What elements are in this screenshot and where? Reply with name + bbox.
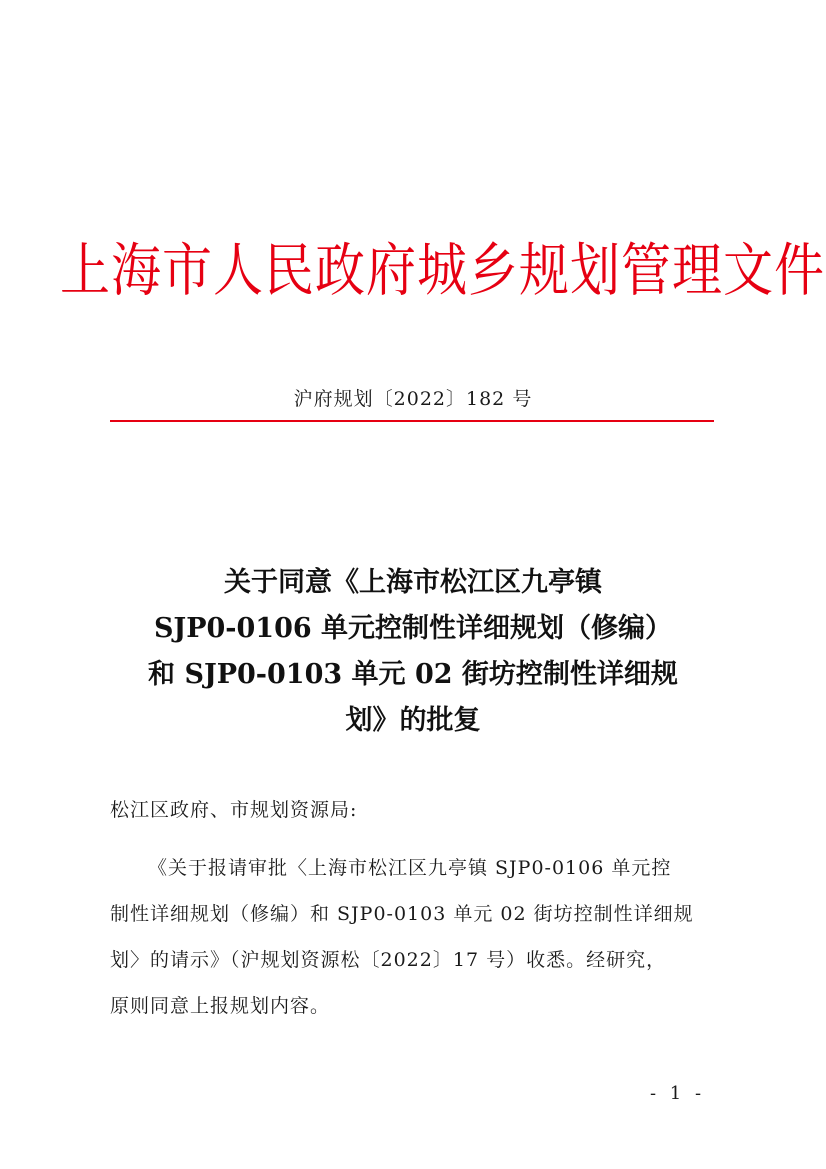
addressee: 松江区政府、市规划资源局: <box>110 799 358 821</box>
title-line: 和 SJP0-0103 单元 02 街坊控制性详细规 <box>148 659 678 690</box>
title-line: SJP0-0106 单元控制性详细规划（修编） <box>153 613 673 644</box>
document-title <box>120 560 706 744</box>
red-separator-line <box>110 420 714 422</box>
paragraph-line: 原则同意上报规划内容。 <box>110 995 331 1017</box>
document-number: 沪府规划〔2022〕182 号 <box>293 388 533 410</box>
document-masthead: 上海市人民政府城乡规划管理文件 <box>60 237 825 304</box>
paragraph-line: 划〉的请示》（沪规划资源松〔2022〕17 号）收悉。经研究， <box>110 949 667 971</box>
page-number: - 1 - <box>650 1083 706 1104</box>
paragraph-line: 《关于报请审批〈上海市松江区九亭镇 SJP0-0106 单元控 <box>148 857 672 879</box>
title-line: 关于同意《上海市松江区九亭镇 <box>224 567 602 598</box>
title-line: 划》的批复 <box>345 705 481 736</box>
body-paragraph <box>110 845 716 1029</box>
paragraph-line: 制性详细规划（修编）和 SJP0-0103 单元 02 街坊控制性详细规 <box>110 903 694 925</box>
